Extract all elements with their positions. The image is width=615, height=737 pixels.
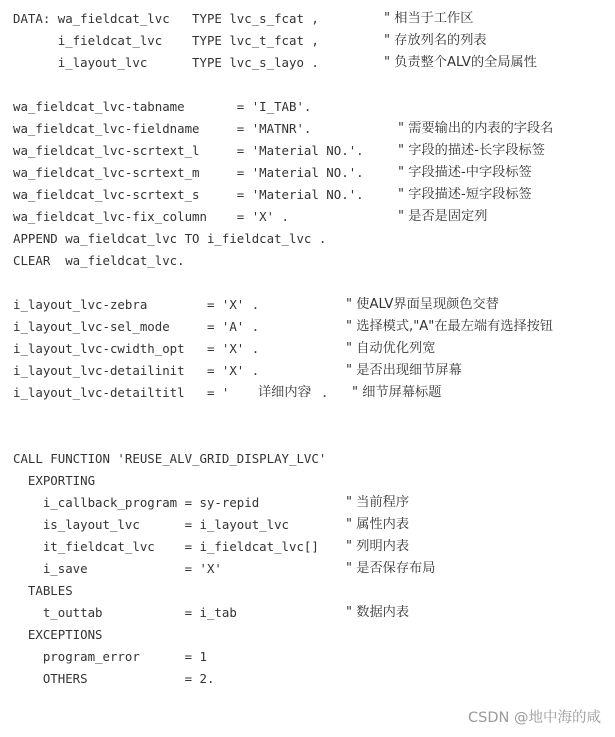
code-comment: " 存放列名的列表	[384, 33, 487, 48]
code-line	[13, 140, 608, 162]
code-comment: " 属性内表	[346, 517, 410, 532]
code-text: i_callback_program = sy-repid	[13, 495, 260, 510]
code-line	[13, 470, 608, 492]
code-text: EXCEPTIONS	[13, 627, 103, 642]
code-comment: " 列明内表	[346, 539, 410, 554]
code-text: EXPORTING	[13, 473, 96, 488]
code-comment: " 字段的描述-长字段标签	[398, 143, 545, 158]
code-text: APPEND wa_fieldcat_lvc TO i_fieldcat_lvc .	[13, 231, 327, 246]
code-comment: " 是否保存布局	[346, 561, 436, 576]
code-line	[13, 448, 608, 470]
code-line	[13, 74, 608, 96]
code-line	[13, 228, 608, 250]
code-line	[13, 8, 608, 30]
code-text: wa_fieldcat_lvc-fix_column = 'X' .	[13, 209, 290, 224]
code-line	[13, 316, 608, 338]
code-comment: " 选择模式,"A"在最左端有选择按钮	[346, 319, 554, 334]
code-text: wa_fieldcat_lvc-scrtext_m = 'Material NO.'.	[13, 165, 364, 180]
code-line	[13, 360, 608, 382]
code-line	[13, 580, 608, 602]
code-text: i_layout_lvc TYPE lvc_s_layo .	[13, 55, 319, 70]
code-text: t_outtab = i_tab	[13, 605, 237, 620]
code-text: CALL FUNCTION 'REUSE_ALV_GRID_DISPLAY_LVC'	[13, 451, 327, 466]
code-line	[13, 162, 608, 184]
code-text: i_fieldcat_lvc TYPE lvc_t_fcat ,	[13, 33, 319, 48]
code-text: wa_fieldcat_lvc-fieldname = 'MATNR'.	[13, 121, 312, 136]
code-comment: " 当前程序	[346, 495, 410, 510]
code-text: it_fieldcat_lvc = i_fieldcat_lvc[]	[13, 539, 319, 554]
code-text: i_layout_lvc-zebra = 'X' .	[13, 297, 260, 312]
code-comment: " 相当于工作区	[384, 11, 474, 26]
code-line	[13, 382, 608, 404]
code-comment: " 细节屏幕标题	[352, 385, 442, 400]
code-text: OTHERS = 2.	[13, 671, 215, 686]
code-comment: 详细内容	[258, 385, 311, 400]
code-text: wa_fieldcat_lvc-tabname = 'I_TAB'.	[13, 99, 312, 114]
csdn-watermark: CSDN @地中海的咸	[468, 710, 601, 726]
code-comment: " 字段描述-短字段标签	[398, 187, 532, 202]
code-text: wa_fieldcat_lvc-scrtext_s = 'Material NO.'.	[13, 187, 364, 202]
code-text: i_layout_lvc-detailinit = 'X' .	[13, 363, 260, 378]
code-text: wa_fieldcat_lvc-scrtext_l = 'Material NO.'.	[13, 143, 364, 158]
code-text: DATA: wa_fieldcat_lvc TYPE lvc_s_fcat ,	[13, 11, 319, 26]
code-text: program_error = 1	[13, 649, 207, 664]
code-comment: " 字段描述-中字段标签	[398, 165, 532, 180]
code-line	[13, 338, 608, 360]
code-comment: " 是否出现细节屏幕	[346, 363, 462, 378]
code-text: ' .	[306, 385, 329, 400]
code-line	[13, 426, 608, 448]
code-line	[13, 668, 608, 690]
code-line	[13, 514, 608, 536]
code-line	[13, 30, 608, 52]
code-comment: " 负责整个ALV的全局属性	[384, 55, 537, 70]
code-line	[13, 602, 608, 624]
code-text: i_layout_lvc-sel_mode = 'A' .	[13, 319, 260, 334]
code-comment: " 使ALV界面呈现颜色交替	[346, 297, 499, 312]
code-comment: " 自动优化列宽	[346, 341, 436, 356]
code-line	[13, 294, 608, 316]
code-line	[13, 536, 608, 558]
code-text: CLEAR wa_fieldcat_lvc.	[13, 253, 185, 268]
code-line	[13, 206, 608, 228]
code-line	[13, 624, 608, 646]
code-comment: " 需要输出的内表的字段名	[398, 121, 554, 136]
code-line	[13, 184, 608, 206]
code-line	[13, 52, 608, 74]
code-block	[13, 8, 608, 698]
code-comment: " 是否是固定列	[398, 209, 488, 224]
code-line	[13, 558, 608, 580]
code-text: i_layout_lvc-cwidth_opt = 'X' .	[13, 341, 260, 356]
code-comment: " 数据内表	[346, 605, 410, 620]
code-text: is_layout_lvc = i_layout_lvc	[13, 517, 290, 532]
code-line	[13, 118, 608, 140]
code-line	[13, 250, 608, 272]
code-line	[13, 404, 608, 426]
code-line	[13, 646, 608, 668]
code-text: TABLES	[13, 583, 73, 598]
code-line	[13, 96, 608, 118]
code-line	[13, 272, 608, 294]
code-text: i_save = 'X'	[13, 561, 222, 576]
code-text: i_layout_lvc-detailtitl = '	[13, 385, 230, 400]
code-line	[13, 492, 608, 514]
